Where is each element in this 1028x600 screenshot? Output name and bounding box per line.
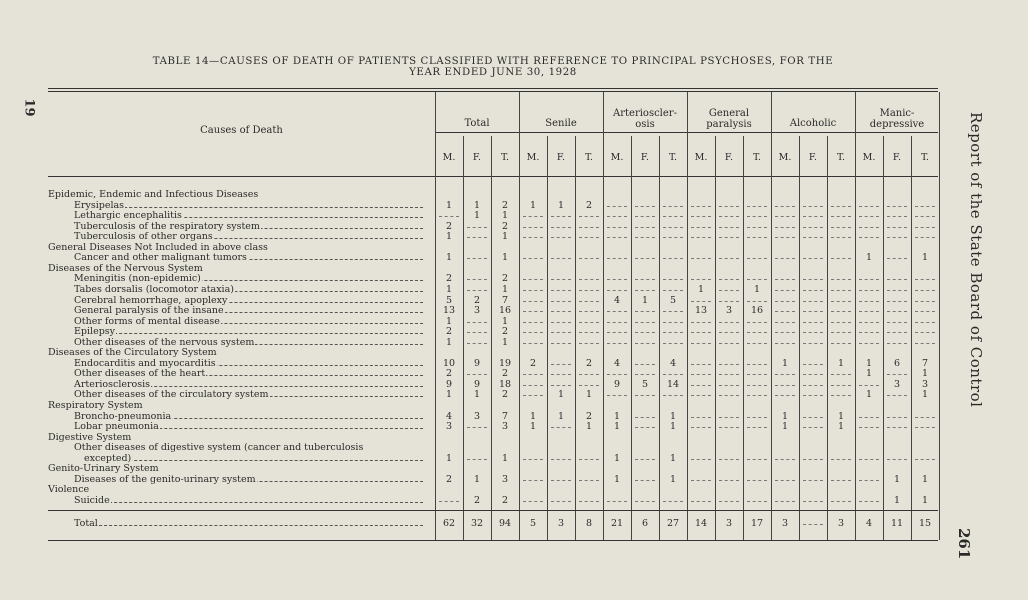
table-cell: 1	[501, 336, 509, 348]
header-subcol: T.	[921, 152, 929, 163]
table-cell: 16	[498, 305, 512, 317]
total-cell: 5	[529, 517, 537, 529]
table-cell: 6	[893, 357, 901, 369]
page-number-right: 261	[955, 528, 973, 560]
table-cell: 1	[697, 283, 705, 295]
leader-dots	[74, 333, 423, 334]
table-cell: 10	[442, 357, 456, 369]
row-label	[48, 263, 429, 274]
table-cell: 3	[893, 378, 901, 390]
table-cell: 1	[613, 473, 621, 485]
row-label-text: Erysipelas	[74, 199, 125, 211]
header-causes-of-death: Causes of Death	[200, 125, 283, 136]
total-row	[0, 518, 940, 529]
table-cell: 1	[445, 389, 453, 401]
table-cell: 1	[921, 494, 929, 506]
row-label-text: Other diseases of the heart	[74, 368, 206, 380]
header-group-line: Alcoholic	[789, 118, 837, 129]
row-label	[74, 316, 429, 327]
row-label	[74, 221, 429, 232]
rule-line	[48, 540, 938, 541]
table-cell: 1	[501, 252, 509, 264]
row-label	[74, 295, 429, 306]
table-row	[0, 453, 940, 464]
table-row	[0, 316, 940, 327]
total-cell: 3	[837, 517, 845, 529]
table-cell: 4	[669, 357, 677, 369]
row-label-text: Diseases of the Circulatory System	[48, 347, 217, 359]
table-cell: 1	[669, 410, 677, 422]
table-cell: 1	[613, 452, 621, 464]
row-label-text: Lethargic encephalitis	[74, 210, 182, 222]
total-cell: 11	[890, 517, 904, 529]
table-cell: 2	[445, 273, 453, 285]
total-cell: 17	[750, 517, 764, 529]
table-cell: 7	[501, 410, 509, 422]
table-cell: 1	[921, 473, 929, 485]
table-cell: 2	[445, 368, 453, 380]
header-subcol: M.	[442, 152, 456, 163]
table-cell: 1	[865, 368, 873, 380]
row-label-text: Tuberculosis of other organs	[74, 231, 213, 243]
table-row	[0, 221, 940, 232]
table-cell: 7	[501, 294, 509, 306]
table-cell: 1	[445, 336, 453, 348]
header-group-line: Total	[464, 118, 490, 129]
table-cell: 19	[498, 357, 512, 369]
row-label-text: Diseases of the Nervous System	[48, 262, 203, 274]
table-cell: 1	[557, 199, 565, 211]
header-group-2	[603, 108, 687, 130]
total-cell: 14	[694, 517, 708, 529]
table-row	[0, 326, 940, 337]
table-cell: 9	[445, 378, 453, 390]
table-cell: 2	[585, 410, 593, 422]
table-row	[0, 200, 940, 211]
total-cell: 4	[865, 517, 873, 529]
table-cell: 4	[445, 410, 453, 422]
table-cell: 2	[501, 326, 509, 338]
row-label	[74, 358, 429, 369]
table-row	[0, 379, 940, 390]
table-row	[0, 358, 940, 369]
header-subcol: T.	[837, 152, 845, 163]
row-label	[48, 189, 429, 200]
header-group-line: osis	[635, 119, 655, 130]
table-cell: 1	[893, 473, 901, 485]
header-subcol: T.	[753, 152, 761, 163]
table-cell: 9	[473, 378, 481, 390]
table-cell: 3	[445, 421, 453, 433]
table-cell: 1	[557, 389, 565, 401]
table-row	[0, 442, 940, 453]
table-cell: 1	[893, 494, 901, 506]
table-cell: 9	[473, 357, 481, 369]
table-cell: 1	[557, 410, 565, 422]
total-cell: 32	[470, 517, 484, 529]
total-cell: 21	[610, 517, 624, 529]
table-cell: 3	[501, 421, 509, 433]
table-row	[0, 389, 940, 400]
header-group-line: paralysis	[706, 119, 752, 130]
row-label-text: Epilepsy	[74, 326, 116, 338]
table-row	[0, 189, 940, 200]
table-cell: 2	[501, 220, 509, 232]
table-cell: 1	[669, 473, 677, 485]
table-cell: 1	[837, 410, 845, 422]
row-label-text: Epidemic, Endemic and Infectious Diseases	[48, 189, 259, 200]
table-row	[0, 368, 940, 379]
row-label-text: Tabes dorsalis (locomotor ataxia)	[74, 283, 234, 295]
table-row	[0, 305, 940, 316]
header-group-0	[435, 118, 519, 129]
table-cell: 1	[865, 389, 873, 401]
total-label-text: Total	[74, 517, 98, 529]
row-label-text: Diseases of the genito-urinary system	[74, 473, 256, 485]
table-cell: 4	[613, 294, 621, 306]
row-label-text: Digestive System	[48, 431, 132, 443]
table-row	[0, 263, 940, 274]
total-cell: 94	[498, 517, 512, 529]
row-label	[74, 411, 429, 422]
rule-line	[48, 91, 938, 92]
row-label	[74, 210, 429, 221]
row-label-text: Other diseases of digestive system (cancer and tuberculosis	[74, 442, 364, 454]
row-label-text: Cerebral hemorrhage, apoplexy	[74, 294, 228, 306]
header-subcol: M.	[526, 152, 540, 163]
header-subcol: F.	[724, 152, 734, 163]
table-cell: 5	[445, 294, 453, 306]
total-cell: 6	[641, 517, 649, 529]
row-label	[74, 495, 429, 506]
table-cell: 1	[781, 357, 789, 369]
total-cell: 3	[725, 517, 733, 529]
header-subcol: F.	[472, 152, 482, 163]
header-subcol: M.	[778, 152, 792, 163]
header-subcol: T.	[585, 152, 593, 163]
table-cell: 2	[445, 473, 453, 485]
row-label	[74, 421, 429, 432]
row-label	[74, 389, 429, 400]
table-cell: 1	[613, 421, 621, 433]
header-subcol: T.	[669, 152, 677, 163]
table-cell: 1	[501, 452, 509, 464]
rule-line	[48, 176, 938, 177]
table-cell: 1	[669, 421, 677, 433]
table-cell: 2	[501, 368, 509, 380]
table-row	[0, 210, 940, 221]
rule-line	[48, 88, 938, 89]
total-cell: 3	[557, 517, 565, 529]
leader-dots	[84, 460, 423, 461]
header-subcol: M.	[610, 152, 624, 163]
table-row	[0, 295, 940, 306]
table-row	[0, 400, 940, 411]
table-cell: 1	[445, 315, 453, 327]
header-group-line: General	[708, 108, 750, 119]
header-group-1	[519, 118, 603, 129]
row-label	[48, 347, 429, 358]
table-cell: 1	[781, 421, 789, 433]
row-label	[48, 484, 429, 495]
table-cell: 5	[641, 378, 649, 390]
header-subcol: T.	[501, 152, 509, 163]
row-label-text: General Diseases Not Included in above class	[48, 241, 268, 253]
table-cell: 1	[865, 252, 873, 264]
table-row	[0, 432, 940, 443]
table-cell: 13	[442, 305, 456, 317]
table-row	[0, 337, 940, 348]
total-label	[74, 518, 429, 529]
table-cell: 1	[921, 252, 929, 264]
table-cell: 2	[585, 199, 593, 211]
table-cell: 1	[445, 283, 453, 295]
row-label-text: Respiratory System	[48, 400, 143, 411]
row-label	[74, 442, 429, 453]
table-cell: 1	[585, 421, 593, 433]
table-cell: 4	[613, 357, 621, 369]
row-label-text: Other diseases of the nervous system	[74, 336, 255, 348]
row-label-text: General paralysis of the insane	[74, 305, 224, 317]
header-group-5	[855, 108, 939, 130]
total-cell: 3	[781, 517, 789, 529]
table-cell: 1	[473, 389, 481, 401]
table-cell: 1	[473, 199, 481, 211]
table-cell: 2	[501, 389, 509, 401]
table-cell: 14	[666, 378, 680, 390]
row-label-text: Cancer and other malignant tumors	[74, 252, 247, 264]
page-number-left: 19	[21, 98, 37, 117]
total-cell: 8	[585, 517, 593, 529]
table-title	[48, 56, 938, 78]
table-cell: 1	[529, 421, 537, 433]
table-cell: 1	[641, 294, 649, 306]
table-cell: 1	[613, 410, 621, 422]
table-cell: 2	[501, 273, 509, 285]
table-cell: 3	[501, 473, 509, 485]
row-label	[48, 242, 429, 253]
table-title-line1: TABLE 14—CAUSES OF DEATH OF PATIENTS CLASSIFIED WITH REFERENCE TO PRINCIPAL PSYCHOSES, FOR THE	[152, 56, 834, 67]
table-cell: 1	[501, 315, 509, 327]
row-label-text: excepted)	[84, 452, 132, 464]
table-cell: 2	[529, 357, 537, 369]
leader-dots	[74, 502, 423, 503]
table-cell: 2	[501, 199, 509, 211]
row-label-text: Other forms of mental disease	[74, 315, 220, 327]
table-cell: 1	[865, 357, 873, 369]
table-cell: 1	[837, 421, 845, 433]
row-label-text: Endocarditis and myocarditis	[74, 357, 216, 369]
table-cell: 1	[921, 389, 929, 401]
table-row	[0, 421, 940, 432]
total-cell: 27	[666, 517, 680, 529]
table-row	[0, 242, 940, 253]
table-row	[0, 273, 940, 284]
row-label	[74, 273, 429, 284]
row-label	[74, 200, 429, 211]
leader-dots	[74, 207, 423, 208]
table-row	[0, 463, 940, 474]
table-cell: 1	[501, 231, 509, 243]
table-cell: 3	[473, 410, 481, 422]
row-label	[84, 453, 429, 464]
leader-dots	[74, 525, 423, 526]
table-cell: 1	[585, 389, 593, 401]
header-subcol: F.	[892, 152, 902, 163]
header-subcol: F.	[808, 152, 818, 163]
table-cell: 1	[501, 283, 509, 295]
row-label-text: Meningitis (non-epidemic)	[74, 273, 201, 285]
table-cell: 2	[473, 294, 481, 306]
table-cell: 9	[613, 378, 621, 390]
row-label-text: Tuberculosis of the respiratory system	[74, 220, 260, 232]
table-row	[0, 474, 940, 485]
row-label	[74, 305, 429, 316]
table-cell: 18	[498, 378, 512, 390]
header-group-line: Manic-	[879, 108, 915, 119]
table-cell: 3	[473, 305, 481, 317]
table-row	[0, 484, 940, 495]
header-group-line: depressive	[869, 119, 925, 130]
table-cell: 3	[725, 305, 733, 317]
row-label-text: Violence	[48, 484, 90, 496]
row-label	[48, 432, 429, 443]
table-cell: 1	[445, 231, 453, 243]
row-label	[74, 474, 429, 485]
table-cell: 16	[750, 305, 764, 317]
table-row	[0, 495, 940, 506]
row-label-text: Arteriosclerosis	[74, 378, 151, 390]
row-label	[74, 368, 429, 379]
table-title-line2: YEAR ENDED JUNE 30, 1928	[409, 67, 577, 78]
table-row	[0, 347, 940, 358]
header-group-line: Senile	[545, 118, 577, 129]
table-cell: 1	[529, 410, 537, 422]
table-cell: 1	[529, 199, 537, 211]
header-group-line: Arterioscler-	[613, 108, 677, 119]
table-cell: 1	[501, 210, 509, 222]
table-cell: 1	[781, 410, 789, 422]
row-label	[74, 284, 429, 295]
row-label-text: Genito-Urinary System	[48, 463, 159, 475]
side-caption: Report of the State Board of Control	[967, 112, 985, 408]
row-label-text: Broncho-pneumonia	[74, 410, 172, 422]
row-label	[74, 231, 429, 242]
total-cell: 62	[442, 517, 456, 529]
row-label-text: Suicide	[74, 494, 110, 506]
table-cell: 1	[669, 452, 677, 464]
table-row	[0, 252, 940, 263]
header-subcol: F.	[640, 152, 650, 163]
table-cell: 2	[445, 326, 453, 338]
table-cell: 13	[694, 305, 708, 317]
table-cell: 1	[921, 368, 929, 380]
row-label	[48, 463, 429, 474]
header-subcol: F.	[556, 152, 566, 163]
table-cell: 2	[585, 357, 593, 369]
table-cell: 2	[473, 494, 481, 506]
header-group-4	[771, 118, 855, 129]
row-label	[74, 252, 429, 263]
table-cell: 7	[921, 357, 929, 369]
table-cell: 1	[445, 252, 453, 264]
table-cell: 1	[445, 199, 453, 211]
table-cell: 1	[473, 210, 481, 222]
row-label-text: Lobar pneumonia	[74, 421, 159, 433]
header-subcol: M.	[862, 152, 876, 163]
table-cell: 2	[501, 494, 509, 506]
total-cell: 15	[918, 517, 932, 529]
row-label	[74, 337, 429, 348]
table-cell: 1	[753, 283, 761, 295]
table-row	[0, 231, 940, 242]
table-cell: 2	[445, 220, 453, 232]
row-label	[48, 400, 429, 411]
table-cell: 1	[445, 452, 453, 464]
row-label	[74, 379, 429, 390]
table-row	[0, 411, 940, 422]
table-cell: 5	[669, 294, 677, 306]
table-cell: 1	[837, 357, 845, 369]
header-group-3	[687, 108, 771, 130]
rule-line	[48, 510, 938, 511]
table-cell: 3	[921, 378, 929, 390]
row-label	[74, 326, 429, 337]
row-label-text: Other diseases of the circulatory system	[74, 389, 269, 401]
header-subcol: M.	[694, 152, 708, 163]
table-cell: 1	[473, 473, 481, 485]
table-row	[0, 284, 940, 295]
